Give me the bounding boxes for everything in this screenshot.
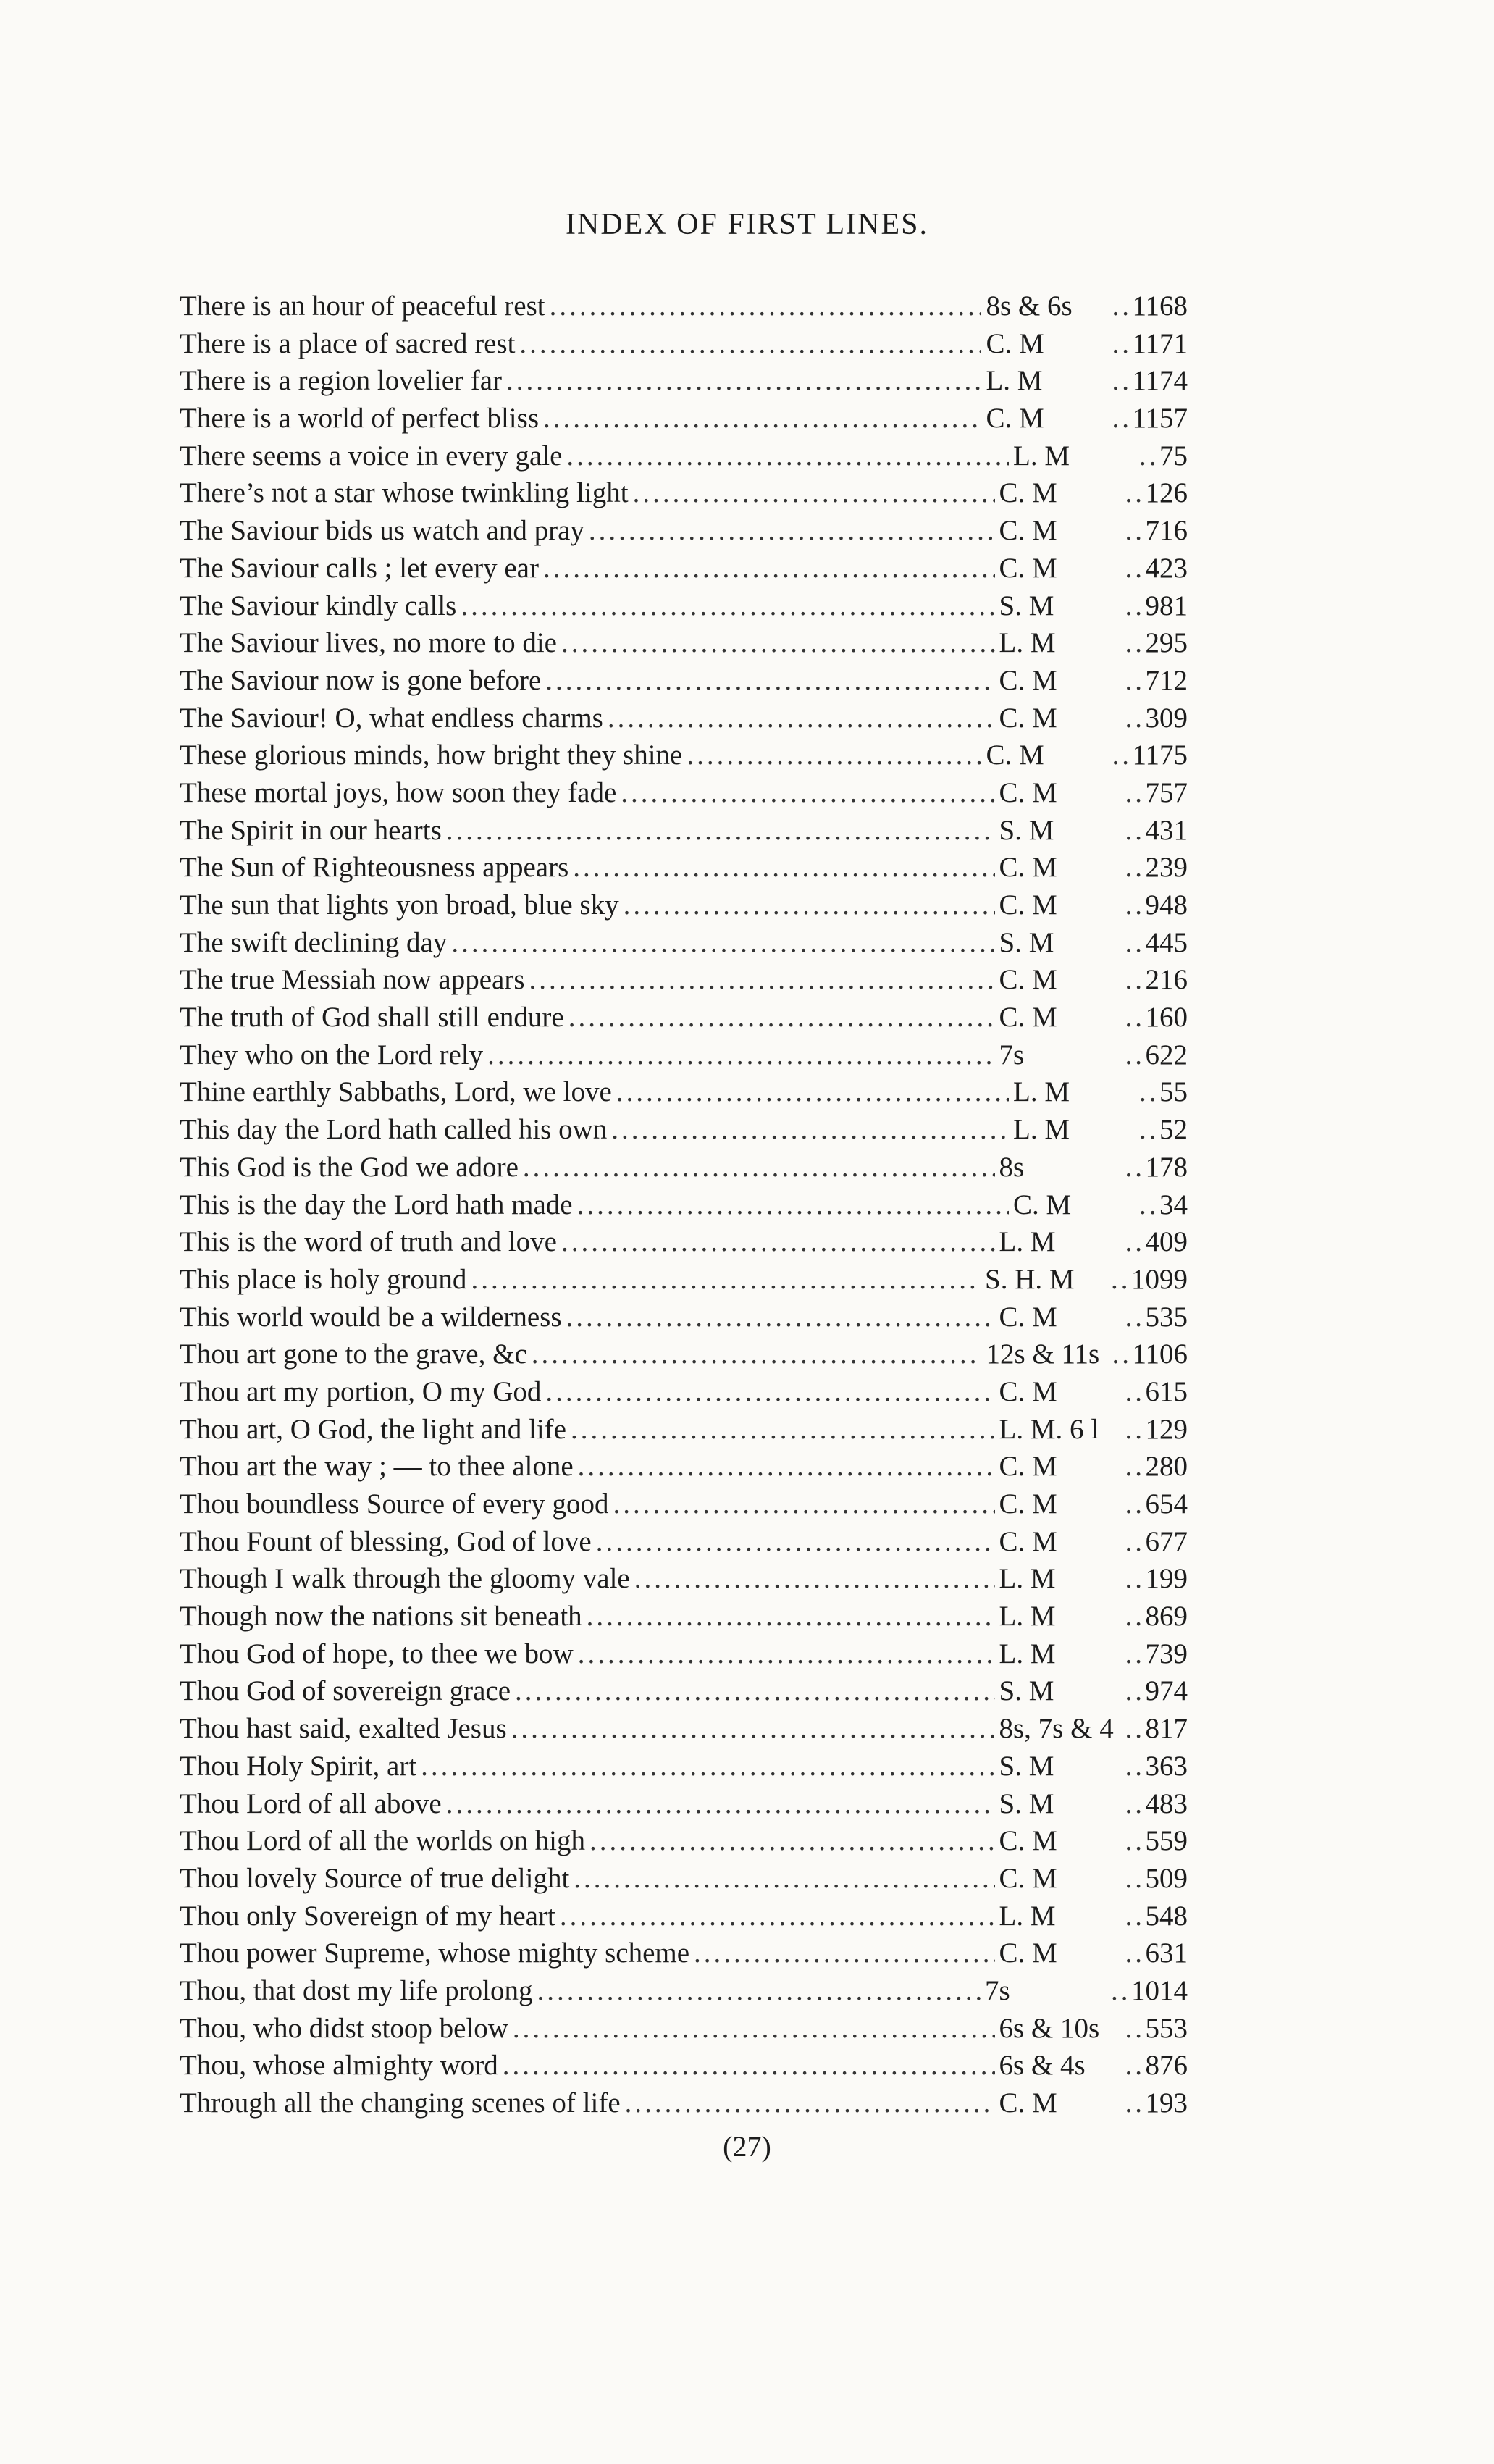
hymn-number: 553 bbox=[1145, 2012, 1188, 2044]
dot-leader bbox=[613, 1488, 994, 1520]
dot-leader bbox=[611, 1113, 1009, 1146]
page-title: INDEX OF FIRST LINES. bbox=[566, 208, 928, 241]
first-line-text: Thou, that dost my life prolong bbox=[180, 1974, 533, 2006]
first-line-text: The true Messiah now appears bbox=[180, 964, 525, 996]
index-entry bbox=[180, 1712, 1188, 1750]
dot-leader bbox=[589, 514, 995, 547]
dot-leader bbox=[634, 1562, 995, 1595]
meter-text: L. M bbox=[999, 1601, 1056, 1633]
dot-leader bbox=[543, 402, 981, 435]
index-entry bbox=[180, 1600, 1188, 1638]
meter-text: C. M bbox=[986, 739, 1044, 771]
first-line-text: The Saviour now is gone before bbox=[180, 664, 542, 696]
dot-leader bbox=[1111, 1263, 1128, 1296]
first-line-text: There seems a voice in every gale bbox=[180, 440, 563, 472]
hymn-number: 193 bbox=[1145, 2087, 1188, 2119]
index-entry bbox=[180, 1076, 1188, 1113]
dot-leader bbox=[1112, 1338, 1129, 1370]
first-line-text: Thou God of sovereign grace bbox=[180, 1675, 511, 1707]
dot-leader bbox=[561, 627, 995, 659]
hymn-number: 869 bbox=[1145, 1601, 1188, 1633]
dot-leader bbox=[1125, 627, 1143, 659]
first-line-text: Thou hast said, exalted Jesus bbox=[180, 1713, 507, 1745]
index-entry bbox=[180, 477, 1188, 514]
hymn-number: 981 bbox=[1145, 590, 1188, 621]
hymn-number: 1106 bbox=[1132, 1338, 1188, 1370]
first-line-text: This day the Lord hath called his own bbox=[180, 1114, 608, 1146]
meter-text: C. M bbox=[999, 1488, 1057, 1520]
meter-text: S. M bbox=[999, 1788, 1054, 1819]
dot-leader bbox=[577, 1189, 1009, 1221]
dot-leader bbox=[616, 1076, 1009, 1108]
dot-leader bbox=[1125, 1225, 1143, 1258]
dot-leader bbox=[421, 1750, 994, 1782]
hymn-number: 178 bbox=[1145, 1151, 1188, 1183]
dot-leader bbox=[1112, 327, 1129, 360]
meter-text: C. M bbox=[999, 477, 1057, 509]
dot-leader bbox=[1112, 402, 1129, 435]
dot-leader bbox=[506, 364, 981, 397]
dot-leader bbox=[1125, 2012, 1143, 2045]
first-line-text: The sun that lights yon broad, blue sky bbox=[180, 889, 619, 921]
hymn-number: 948 bbox=[1145, 889, 1188, 921]
dot-leader bbox=[532, 1338, 982, 1370]
dot-leader bbox=[1125, 1488, 1143, 1520]
index-entry bbox=[180, 1525, 1188, 1563]
hymn-number: 509 bbox=[1145, 1862, 1188, 1894]
first-line-text: Thine earthly Sabbaths, Lord, we love bbox=[180, 1076, 612, 1108]
hymn-number: 52 bbox=[1159, 1114, 1188, 1146]
dot-leader bbox=[1125, 1525, 1143, 1558]
dot-leader bbox=[1125, 1562, 1143, 1595]
index-entry bbox=[180, 1562, 1188, 1600]
hymn-number: 1157 bbox=[1132, 403, 1188, 435]
dot-leader bbox=[543, 552, 995, 584]
first-line-text: The swift declining day bbox=[180, 926, 448, 958]
first-line-text: Thou art the way ; — to thee alone bbox=[180, 1451, 574, 1483]
meter-text: C. M bbox=[999, 664, 1057, 696]
first-line-text: Through all the changing scenes of life bbox=[180, 2087, 621, 2119]
hymn-number: 199 bbox=[1145, 1563, 1188, 1595]
hymn-number: 423 bbox=[1145, 552, 1188, 584]
dot-leader bbox=[1125, 1788, 1143, 1820]
meter-text: S. M bbox=[999, 814, 1054, 846]
dot-leader bbox=[1125, 664, 1143, 697]
meter-text: C. M bbox=[986, 403, 1044, 435]
hymn-number: 1168 bbox=[1132, 290, 1188, 322]
first-line-text: Thou art gone to the grave, &c bbox=[180, 1338, 527, 1370]
index-entry bbox=[180, 851, 1188, 889]
meter-text: C. M bbox=[999, 889, 1057, 921]
hymn-number: 631 bbox=[1145, 1937, 1188, 1969]
dot-leader bbox=[446, 814, 995, 847]
hymn-number: 757 bbox=[1145, 776, 1188, 808]
hymn-number: 483 bbox=[1145, 1788, 1188, 1819]
index-entry bbox=[180, 963, 1188, 1001]
index-entry bbox=[180, 1301, 1188, 1338]
dot-leader bbox=[1125, 2049, 1143, 2082]
meter-text: S. M bbox=[999, 926, 1054, 958]
index-entry bbox=[180, 1974, 1188, 2012]
hymn-number: 1175 bbox=[1132, 739, 1188, 771]
dot-leader bbox=[1125, 590, 1143, 622]
first-line-text: Thou art, O God, the light and life bbox=[180, 1413, 566, 1445]
dot-leader bbox=[578, 1638, 995, 1670]
hymn-number: 363 bbox=[1145, 1750, 1188, 1782]
hymn-number: 548 bbox=[1145, 1900, 1188, 1932]
hymn-number: 1171 bbox=[1132, 327, 1188, 359]
dot-leader bbox=[1125, 552, 1143, 584]
hymn-number: 1014 bbox=[1131, 1974, 1188, 2006]
index-entry bbox=[180, 814, 1188, 852]
dot-leader bbox=[1125, 851, 1143, 884]
first-line-text: The truth of God shall still endure bbox=[180, 1002, 564, 1034]
dot-leader bbox=[1125, 776, 1143, 809]
dot-leader bbox=[461, 590, 994, 622]
meter-text: C. M bbox=[999, 776, 1057, 808]
dot-leader bbox=[545, 664, 994, 697]
index-entry bbox=[180, 2049, 1188, 2087]
index-entry bbox=[180, 1862, 1188, 1900]
dot-leader bbox=[537, 1974, 981, 2007]
dot-leader bbox=[471, 1263, 981, 1296]
meter-text: S. M bbox=[999, 590, 1054, 621]
index-entry bbox=[180, 702, 1188, 739]
index-entry bbox=[180, 402, 1188, 440]
dot-leader bbox=[1125, 1900, 1143, 1932]
hymn-number: 295 bbox=[1145, 627, 1188, 659]
hymn-number: 654 bbox=[1145, 1488, 1188, 1520]
dot-leader bbox=[515, 1675, 994, 1707]
meter-text: 8s & 6s bbox=[986, 290, 1073, 322]
first-line-text: Thou lovely Source of true delight bbox=[180, 1862, 570, 1894]
meter-text: 7s bbox=[999, 1039, 1025, 1070]
hymn-number: 716 bbox=[1145, 515, 1188, 547]
dot-leader bbox=[633, 477, 995, 509]
dot-leader bbox=[1125, 477, 1143, 509]
dot-leader bbox=[1125, 1937, 1143, 1969]
index-entry bbox=[180, 1750, 1188, 1788]
index-entry bbox=[180, 664, 1188, 702]
hymn-number: 876 bbox=[1145, 2050, 1188, 2082]
dot-leader bbox=[1125, 1675, 1143, 1707]
dot-leader bbox=[1125, 514, 1143, 547]
dot-leader bbox=[1125, 1450, 1143, 1483]
dot-leader bbox=[621, 776, 994, 809]
dot-leader bbox=[1139, 1076, 1157, 1108]
first-line-text: The Saviour bids us watch and pray bbox=[180, 515, 584, 547]
first-line-text: There is a place of sacred rest bbox=[180, 327, 516, 359]
first-line-text: This place is holy ground bbox=[180, 1263, 467, 1295]
index-entry bbox=[180, 1937, 1188, 1974]
dot-leader bbox=[573, 851, 994, 884]
index-entry bbox=[180, 514, 1188, 552]
dot-leader bbox=[503, 2049, 995, 2082]
dot-leader bbox=[513, 2012, 995, 2045]
meter-text: 8s, 7s & 4 bbox=[999, 1713, 1114, 1745]
hymn-number: 75 bbox=[1159, 440, 1188, 472]
dot-leader bbox=[566, 440, 1009, 472]
meter-text: L. M bbox=[999, 1900, 1056, 1932]
dot-leader bbox=[1112, 364, 1129, 397]
dot-leader bbox=[1125, 1824, 1143, 1857]
dot-leader bbox=[1139, 440, 1157, 472]
meter-text: C. M bbox=[999, 1375, 1057, 1407]
hymn-number: 160 bbox=[1145, 1002, 1188, 1034]
dot-leader bbox=[1125, 1600, 1143, 1633]
hymn-number: 126 bbox=[1145, 477, 1188, 509]
dot-leader bbox=[1139, 1113, 1157, 1146]
hymn-number: 817 bbox=[1145, 1713, 1188, 1745]
hymn-number: 559 bbox=[1145, 1825, 1188, 1857]
index-entry bbox=[180, 290, 1188, 327]
dot-leader bbox=[571, 1413, 995, 1446]
meter-text: C. M bbox=[999, 515, 1057, 547]
meter-text: L. M bbox=[999, 627, 1056, 659]
first-line-text: Thou Lord of all above bbox=[180, 1788, 442, 1819]
index-entry bbox=[180, 926, 1188, 964]
meter-text: 7s bbox=[985, 1974, 1010, 2006]
index-entry bbox=[180, 1675, 1188, 1712]
hymn-number: 739 bbox=[1145, 1638, 1188, 1669]
index-entry bbox=[180, 590, 1188, 627]
meter-text: C. M bbox=[999, 552, 1057, 584]
dot-leader bbox=[1112, 290, 1129, 322]
index-entry bbox=[180, 440, 1188, 477]
hymn-number: 445 bbox=[1145, 926, 1188, 958]
dot-leader bbox=[574, 1862, 994, 1895]
dot-leader bbox=[1125, 2087, 1143, 2119]
first-line-text: This is the day the Lord hath made bbox=[180, 1189, 573, 1220]
meter-text: L. M bbox=[1013, 440, 1070, 472]
first-line-text: Thou, who didst stoop below bbox=[180, 2012, 508, 2044]
dot-leader bbox=[560, 1900, 995, 1932]
index-entry bbox=[180, 1113, 1188, 1151]
dot-leader bbox=[1125, 889, 1143, 921]
hymn-number: 677 bbox=[1145, 1525, 1188, 1557]
meter-text: C. M bbox=[999, 1002, 1057, 1034]
first-line-text: These glorious minds, how bright they shine bbox=[180, 739, 683, 771]
dot-leader bbox=[1112, 739, 1129, 771]
dot-leader bbox=[566, 1301, 995, 1333]
dot-leader bbox=[1125, 1375, 1143, 1408]
first-line-text: There is a region lovelier far bbox=[180, 365, 503, 397]
dot-leader bbox=[596, 1525, 995, 1558]
meter-text: L. M bbox=[999, 1638, 1056, 1669]
first-line-text: Thou power Supreme, whose mighty scheme bbox=[180, 1937, 690, 1969]
meter-text: S. M bbox=[999, 1750, 1054, 1782]
meter-text: C. M bbox=[999, 1937, 1057, 1969]
index-entry bbox=[180, 552, 1188, 590]
dot-leader bbox=[1125, 1001, 1143, 1034]
dot-leader bbox=[624, 889, 995, 921]
first-line-text: The Saviour lives, no more to die bbox=[180, 627, 557, 659]
first-line-text: The Saviour kindly calls bbox=[180, 590, 457, 621]
dot-leader bbox=[561, 1225, 995, 1258]
hymn-number: 280 bbox=[1145, 1451, 1188, 1483]
meter-text: L. M bbox=[1013, 1076, 1070, 1108]
dot-leader bbox=[550, 290, 982, 322]
dot-leader bbox=[608, 702, 995, 734]
hymn-number: 55 bbox=[1159, 1076, 1188, 1108]
meter-text: 6s & 4s bbox=[999, 2050, 1086, 2082]
dot-leader bbox=[1125, 963, 1143, 996]
first-line-text: The Saviour calls ; let every ear bbox=[180, 552, 539, 584]
first-line-text: Thou Fount of blessing, God of love bbox=[180, 1525, 592, 1557]
page-number: (27) bbox=[723, 2130, 771, 2163]
dot-leader bbox=[1125, 1712, 1143, 1745]
first-line-text: This world would be a wilderness bbox=[180, 1301, 562, 1333]
index-entry bbox=[180, 1413, 1188, 1451]
first-line-text: Thou boundless Source of every good bbox=[180, 1488, 609, 1520]
index-entry bbox=[180, 1900, 1188, 1937]
meter-text: L. M. 6 l bbox=[999, 1413, 1099, 1445]
first-line-text: Thou Lord of all the worlds on high bbox=[180, 1825, 585, 1857]
hymn-number: 309 bbox=[1145, 702, 1188, 734]
hymn-number: 129 bbox=[1145, 1413, 1188, 1445]
dot-leader bbox=[1111, 1974, 1128, 2007]
meter-text: S. H. M bbox=[985, 1263, 1075, 1295]
meter-text: C. M bbox=[999, 1862, 1057, 1894]
dot-leader bbox=[587, 1600, 995, 1633]
dot-leader bbox=[446, 1788, 995, 1820]
dot-leader bbox=[519, 327, 981, 360]
dot-leader bbox=[545, 1375, 994, 1408]
dot-leader bbox=[687, 739, 981, 771]
first-line-text: There’s not a star whose twinkling light bbox=[180, 477, 629, 509]
dot-leader bbox=[1125, 1413, 1143, 1446]
index-entry bbox=[180, 1824, 1188, 1862]
index-entry bbox=[180, 2012, 1188, 2050]
first-line-text: These mortal joys, how soon they fade bbox=[180, 776, 617, 808]
meter-text: C. M bbox=[999, 1825, 1057, 1857]
hymn-number: 622 bbox=[1145, 1039, 1188, 1070]
first-line-text: They who on the Lord rely bbox=[180, 1039, 484, 1070]
index-entry bbox=[180, 1375, 1188, 1413]
first-line-text: Thou, whose almighty word bbox=[180, 2050, 498, 2082]
dot-leader bbox=[529, 963, 995, 996]
index-entry bbox=[180, 627, 1188, 664]
hymn-number: 974 bbox=[1145, 1675, 1188, 1707]
index-entry bbox=[180, 1225, 1188, 1263]
index-entry bbox=[180, 1638, 1188, 1675]
meter-text: L. M bbox=[1013, 1114, 1070, 1146]
first-line-text: The Spirit in our hearts bbox=[180, 814, 442, 846]
first-line-text: The Sun of Righteousness appears bbox=[180, 852, 569, 884]
first-line-text: This is the word of truth and love bbox=[180, 1226, 557, 1258]
meter-text: L. M bbox=[999, 1226, 1056, 1258]
hymn-number: 1099 bbox=[1131, 1263, 1188, 1295]
first-line-text: This God is the God we adore bbox=[180, 1151, 519, 1183]
dot-leader bbox=[451, 926, 994, 959]
index-entry bbox=[180, 1039, 1188, 1076]
hymn-number: 239 bbox=[1145, 852, 1188, 884]
meter-text: L. M bbox=[986, 365, 1043, 397]
index-entry bbox=[180, 364, 1188, 402]
index-entry bbox=[180, 327, 1188, 365]
dot-leader bbox=[1125, 1039, 1143, 1071]
dot-leader bbox=[1125, 1301, 1143, 1333]
dot-leader bbox=[511, 1712, 995, 1745]
dot-leader bbox=[1125, 814, 1143, 847]
dot-leader bbox=[1125, 1638, 1143, 1670]
dot-leader bbox=[694, 1937, 994, 1969]
dot-leader bbox=[589, 1824, 995, 1857]
hymn-number: 216 bbox=[1145, 964, 1188, 996]
meter-text: 8s bbox=[999, 1151, 1025, 1183]
index-entry bbox=[180, 739, 1188, 776]
meter-text: C. M bbox=[999, 1525, 1057, 1557]
first-line-text: Though now the nations sit beneath bbox=[180, 1601, 582, 1633]
index-entry bbox=[180, 1338, 1188, 1375]
index-entry bbox=[180, 2087, 1188, 2124]
index-entry bbox=[180, 1151, 1188, 1189]
dot-leader bbox=[578, 1450, 995, 1483]
meter-text: C. M bbox=[999, 964, 1057, 996]
dot-leader bbox=[1125, 926, 1143, 959]
index-entry bbox=[180, 1263, 1188, 1301]
dot-leader bbox=[1125, 1151, 1143, 1183]
dot-leader bbox=[625, 2087, 995, 2119]
meter-text: C. M bbox=[999, 702, 1057, 734]
hymn-number: 712 bbox=[1145, 664, 1188, 696]
index-entry bbox=[180, 889, 1188, 926]
meter-text: C. M bbox=[1013, 1189, 1072, 1220]
meter-text: C. M bbox=[986, 327, 1044, 359]
index-entry bbox=[180, 1450, 1188, 1488]
index-list bbox=[180, 290, 1188, 2124]
dot-leader bbox=[487, 1039, 994, 1071]
hymn-number: 34 bbox=[1159, 1189, 1188, 1220]
first-line-text: Thou art my portion, O my God bbox=[180, 1375, 542, 1407]
dot-leader bbox=[1139, 1189, 1157, 1221]
meter-text: S. M bbox=[999, 1675, 1054, 1707]
first-line-text: Thou God of hope, to thee we bow bbox=[180, 1638, 574, 1669]
hymn-number: 535 bbox=[1145, 1301, 1188, 1333]
dot-leader bbox=[568, 1001, 995, 1034]
hymn-number: 615 bbox=[1145, 1375, 1188, 1407]
dot-leader bbox=[1125, 1750, 1143, 1782]
first-line-text: The Saviour! O, what endless charms bbox=[180, 702, 603, 734]
hymn-number: 431 bbox=[1145, 814, 1188, 846]
meter-text: C. M bbox=[999, 1451, 1057, 1483]
meter-text: 12s & 11s bbox=[986, 1338, 1100, 1370]
index-entry bbox=[180, 1488, 1188, 1525]
index-entry bbox=[180, 1001, 1188, 1039]
first-line-text: Though I walk through the gloomy vale bbox=[180, 1563, 630, 1595]
index-entry bbox=[180, 1788, 1188, 1825]
dot-leader bbox=[1125, 702, 1143, 734]
index-entry bbox=[180, 1189, 1188, 1226]
meter-text: C. M bbox=[999, 2087, 1057, 2119]
hymn-number: 1174 bbox=[1132, 365, 1188, 397]
hymn-number: 409 bbox=[1145, 1226, 1188, 1258]
first-line-text: Thou Holy Spirit, art bbox=[180, 1750, 417, 1782]
meter-text: 6s & 10s bbox=[999, 2012, 1100, 2044]
meter-text: C. M bbox=[999, 1301, 1057, 1333]
index-entry bbox=[180, 776, 1188, 814]
first-line-text: There is a world of perfect bliss bbox=[180, 403, 539, 435]
meter-text: C. M bbox=[999, 852, 1057, 884]
first-line-text: Thou only Sovereign of my heart bbox=[180, 1900, 555, 1932]
dot-leader bbox=[523, 1151, 995, 1183]
dot-leader bbox=[1125, 1862, 1143, 1895]
meter-text: L. M bbox=[999, 1563, 1056, 1595]
first-line-text: There is an hour of peaceful rest bbox=[180, 290, 545, 322]
